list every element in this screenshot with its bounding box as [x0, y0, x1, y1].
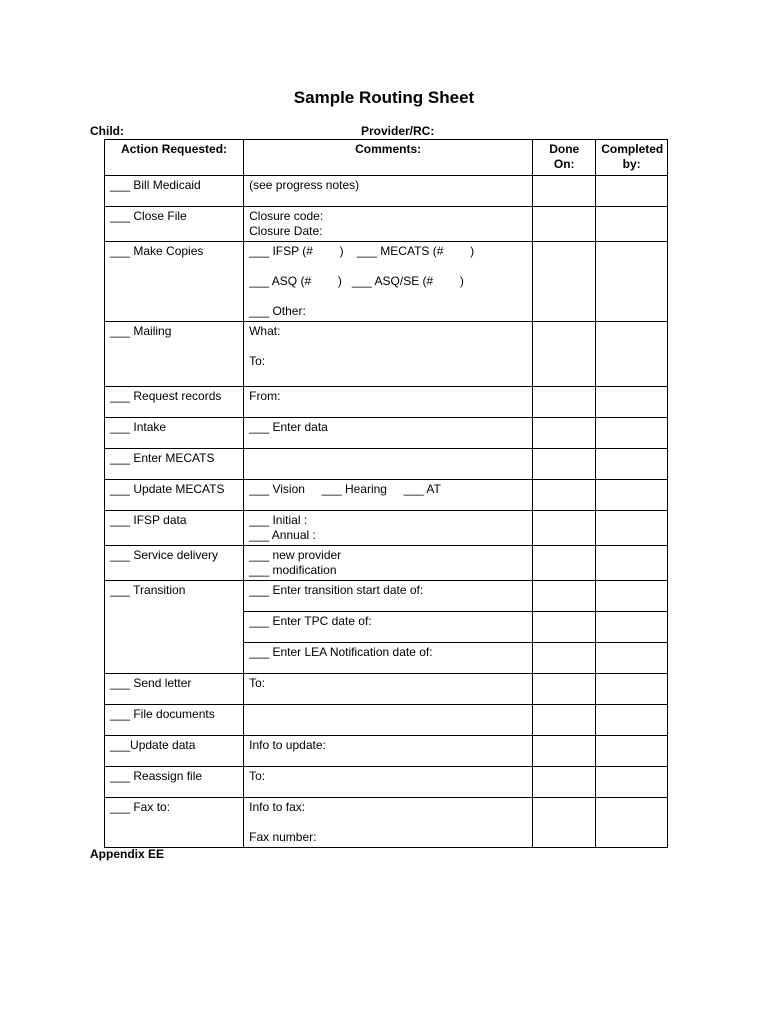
action-cell: ___ Enter MECATS [105, 449, 244, 480]
action-cell: ___ IFSP data [105, 511, 244, 546]
comment-line: Closure Date: [249, 224, 323, 238]
comments-cell [244, 798, 533, 848]
comments-cell [244, 480, 533, 511]
comment-line: From: [249, 389, 281, 403]
table-row [105, 480, 668, 511]
comments-cell [244, 643, 533, 674]
done-on-cell[interactable] [533, 674, 596, 705]
comment-line [249, 339, 527, 354]
table-row [105, 511, 668, 546]
table-row [105, 242, 668, 322]
done-on-cell[interactable] [533, 643, 596, 674]
comment-line: ___ Enter transition start date of: [249, 583, 424, 597]
completed-by-cell[interactable] [596, 387, 668, 418]
provider-label: Provider/RC: [361, 124, 435, 138]
table-row [105, 736, 668, 767]
comments-cell [244, 322, 533, 387]
comment-line: ___ IFSP (# ) ___ MECATS (# ) [249, 244, 475, 258]
comment-line [249, 451, 527, 466]
routing-table [104, 139, 668, 848]
completed-by-cell[interactable] [596, 480, 668, 511]
table-row [105, 705, 668, 736]
comment-line: Info to update: [249, 738, 326, 752]
comment-line: ___ Enter LEA Notification date of: [249, 645, 433, 659]
column-header-action: Action Requested: [105, 140, 244, 176]
completed-by-cell[interactable] [596, 674, 668, 705]
done-on-cell[interactable] [533, 242, 596, 322]
action-cell: ___Update data [105, 736, 244, 767]
completed-by-cell[interactable] [596, 705, 668, 736]
completed-by-cell[interactable] [596, 418, 668, 449]
child-label: Child: [90, 124, 124, 138]
action-cell: ___ Transition [105, 581, 244, 674]
comments-cell [244, 612, 533, 643]
completed-by-cell[interactable] [596, 322, 668, 387]
completed-by-cell[interactable] [596, 511, 668, 546]
completed-by-cell[interactable] [596, 798, 668, 848]
action-cell: ___ Request records [105, 387, 244, 418]
action-cell: ___ File documents [105, 705, 244, 736]
comment-line: ___ Other: [249, 304, 306, 318]
completed-by-cell[interactable] [596, 643, 668, 674]
action-cell: ___ Reassign file [105, 767, 244, 798]
comment-line: To: [249, 769, 266, 783]
comments-cell [244, 581, 533, 612]
table-row [105, 581, 668, 612]
comment-line [249, 259, 527, 274]
comment-line [249, 815, 527, 830]
comments-cell [244, 546, 533, 581]
comment-line: To: [249, 676, 266, 690]
comment-line: (see progress notes) [249, 178, 360, 192]
column-header-comments: Comments: [244, 140, 533, 176]
comments-cell [244, 674, 533, 705]
comments-cell [244, 207, 533, 242]
done-on-cell[interactable] [533, 705, 596, 736]
done-on-cell[interactable] [533, 207, 596, 242]
done-on-cell[interactable] [533, 322, 596, 387]
comment-line [249, 369, 527, 384]
done-on-cell[interactable] [533, 511, 596, 546]
table-header-row [105, 140, 668, 176]
comments-cell [244, 511, 533, 546]
comment-line: ___ modification [249, 563, 337, 577]
table-row [105, 674, 668, 705]
action-cell: ___ Fax to: [105, 798, 244, 848]
completed-by-cell[interactable] [596, 612, 668, 643]
table-row [105, 767, 668, 798]
done-on-cell[interactable] [533, 767, 596, 798]
appendix-label: Appendix EE [90, 847, 165, 861]
completed-by-cell[interactable] [596, 546, 668, 581]
comment-line: ___ Vision ___ Hearing ___ AT [249, 482, 441, 496]
action-cell: ___ Intake [105, 418, 244, 449]
done-on-cell[interactable] [533, 418, 596, 449]
done-on-cell[interactable] [533, 736, 596, 767]
comment-line: ___ Enter data [249, 420, 328, 434]
column-header-completed-by: Completed by: [596, 140, 668, 176]
table-row [105, 449, 668, 480]
action-cell: ___ Mailing [105, 322, 244, 387]
table-row [105, 176, 668, 207]
done-on-cell[interactable] [533, 581, 596, 612]
action-cell: ___ Send letter [105, 674, 244, 705]
completed-by-cell[interactable] [596, 581, 668, 612]
comments-cell [244, 387, 533, 418]
comment-line: ___ new provider [249, 548, 342, 562]
done-on-cell[interactable] [533, 480, 596, 511]
comments-cell [244, 418, 533, 449]
comment-line [249, 289, 527, 304]
table-row [105, 207, 668, 242]
completed-by-cell[interactable] [596, 449, 668, 480]
column-header-done-on: Done On: [533, 140, 596, 176]
table-row [105, 322, 668, 387]
comment-line: What: [249, 324, 281, 338]
completed-by-cell[interactable] [596, 767, 668, 798]
comment-line: To: [249, 354, 266, 368]
completed-by-cell[interactable] [596, 736, 668, 767]
comment-line: ___ Enter TPC date of: [249, 614, 372, 628]
action-cell: ___ Close File [105, 207, 244, 242]
comments-cell [244, 767, 533, 798]
table-row [105, 418, 668, 449]
comment-line: Closure code: [249, 209, 324, 223]
completed-by-cell[interactable] [596, 242, 668, 322]
action-cell: ___ Bill Medicaid [105, 176, 244, 207]
comment-line [249, 707, 527, 722]
comment-line: Info to fax: [249, 800, 306, 814]
comment-line: ___ ASQ (# ) ___ ASQ/SE (# ) [249, 274, 464, 288]
comments-cell [244, 705, 533, 736]
page-title: Sample Routing Sheet [293, 88, 475, 107]
completed-by-cell[interactable] [596, 176, 668, 207]
done-on-cell[interactable] [533, 449, 596, 480]
action-cell: ___ Update MECATS [105, 480, 244, 511]
action-cell: ___ Make Copies [105, 242, 244, 322]
comments-cell [244, 449, 533, 480]
action-cell: ___ Service delivery [105, 546, 244, 581]
completed-by-cell[interactable] [596, 207, 668, 242]
table-row [105, 798, 668, 848]
comments-cell [244, 176, 533, 207]
done-on-cell[interactable] [533, 612, 596, 643]
comment-line: ___ Annual : [249, 528, 316, 542]
done-on-cell[interactable] [533, 546, 596, 581]
done-on-cell[interactable] [533, 798, 596, 848]
comments-cell [244, 242, 533, 322]
table-row [105, 546, 668, 581]
comment-line: ___ Initial : [249, 513, 308, 527]
comment-line: Fax number: [249, 830, 317, 844]
table-row [105, 387, 668, 418]
comments-cell [244, 736, 533, 767]
done-on-cell[interactable] [533, 176, 596, 207]
done-on-cell[interactable] [533, 387, 596, 418]
